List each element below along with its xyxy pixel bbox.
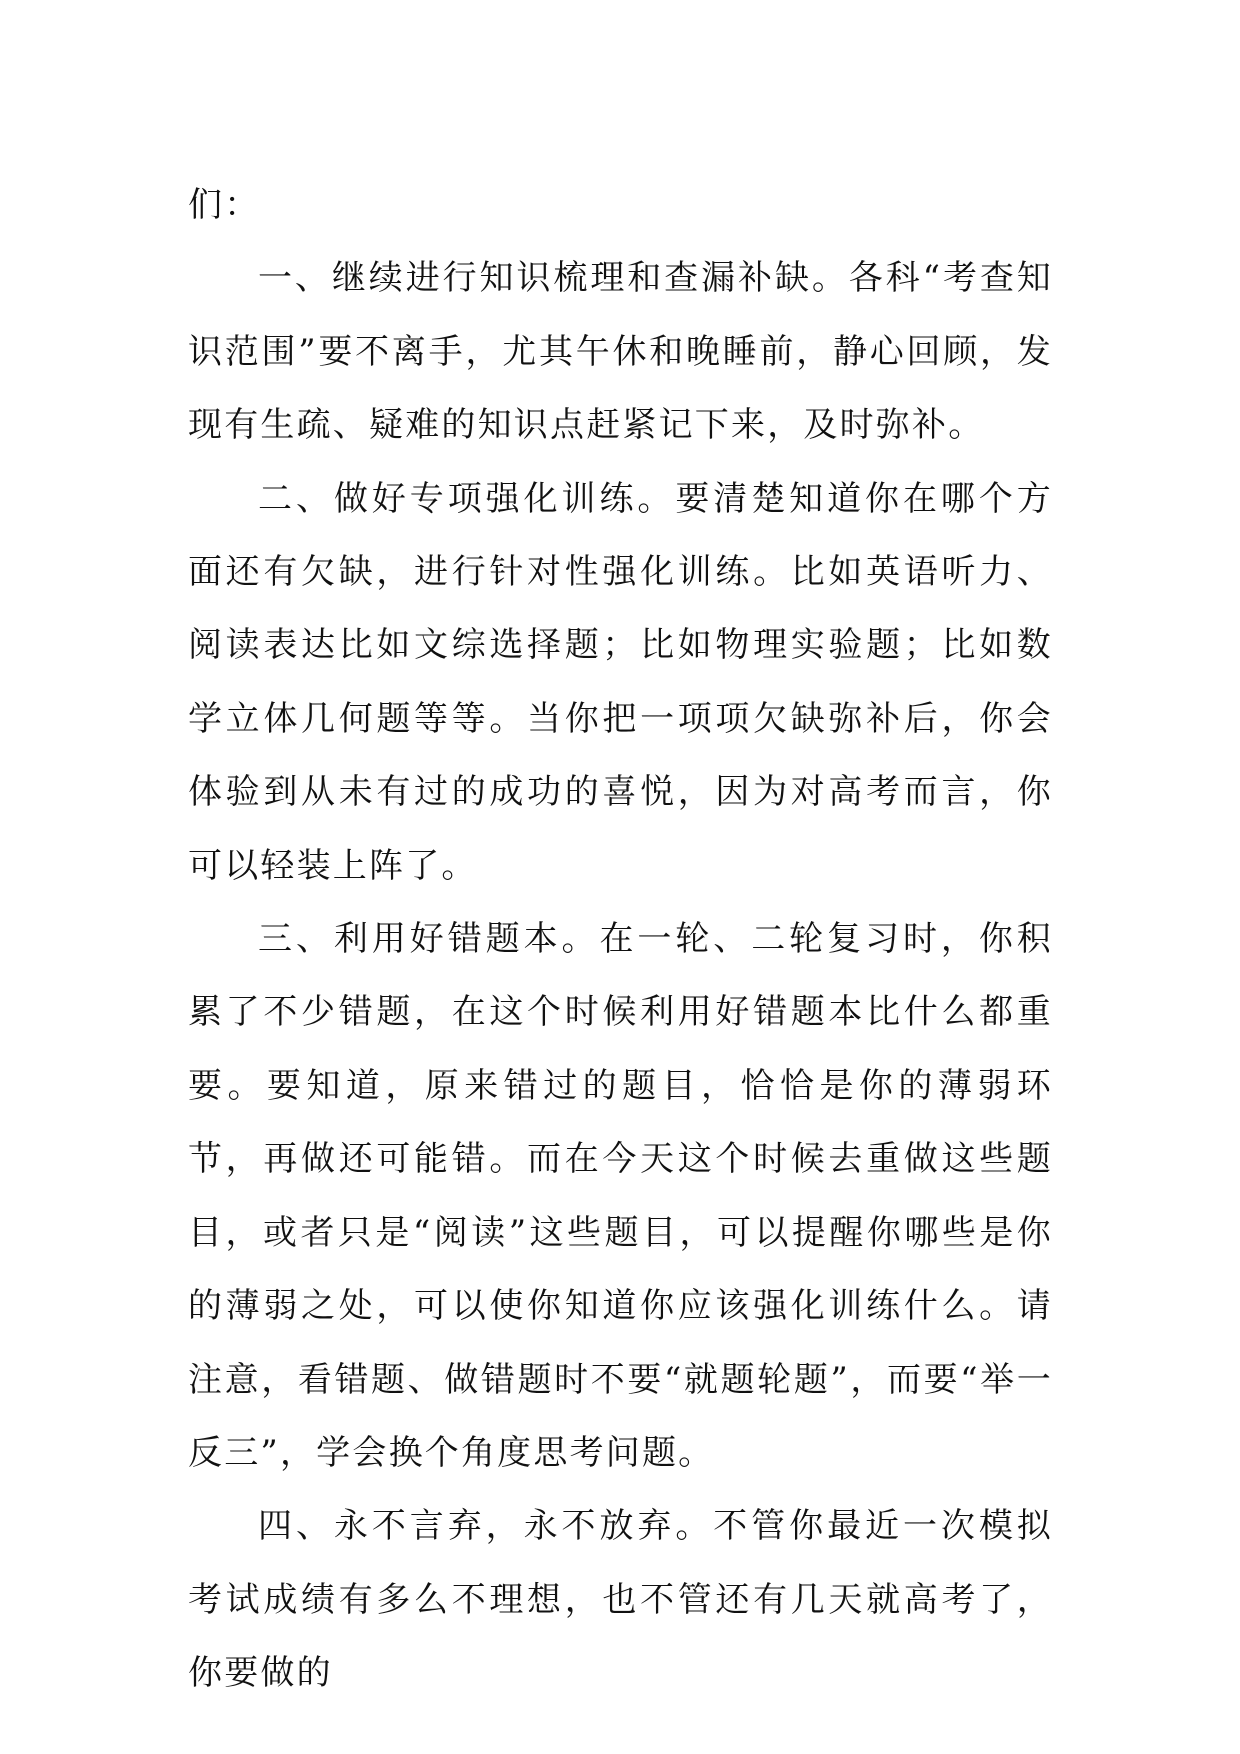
paragraph-point-three: 三、利用好错题本。在一轮、二轮复习时，你积累了不少错题，在这个时候利用好错题本比什么都重要。要知道，原来错过的题目，恰恰是你的薄弱环节，再做还可能错。而在今天这个时候去重做这些题目，或者只是“阅读”这些题目，可以提醒你哪些是你的薄弱之处，可以使你知道你应该强化训练什么。请注意，看错题、做错题时不要“就题轮题”，而要“举一反三”，学会换个角度思考问题。 — [188, 919, 1053, 1473]
paragraph-point-two: 二、做好专项强化训练。要清楚知道你在哪个方面还有欠缺，进行针对性强化训练。比如英语听力、阅读表达比如文综选择题；比如物理实验题；比如数学立体几何题等等。当你把一项项欠缺弥补后，你会体验到从未有过的成功的喜悦，因为对高考而言，你可以轻装上阵了。 — [188, 478, 1053, 886]
paragraph-point-four: 四、永不言弃，永不放弃。不管你最近一次模拟考试成绩有多么不理想，也不管还有几天就高考了，你要做的 — [188, 1506, 1053, 1694]
document-body — [188, 169, 1053, 1711]
paragraph-continuation: 们： — [188, 185, 261, 225]
paragraph-point-one: 一、继续进行知识梳理和查漏补缺。各科“考查知识范围”要不离手，尤其午休和晚睡前，静心回顾，发现有生疏、疑难的知识点赶紧记下来，及时弥补。 — [188, 258, 1053, 446]
